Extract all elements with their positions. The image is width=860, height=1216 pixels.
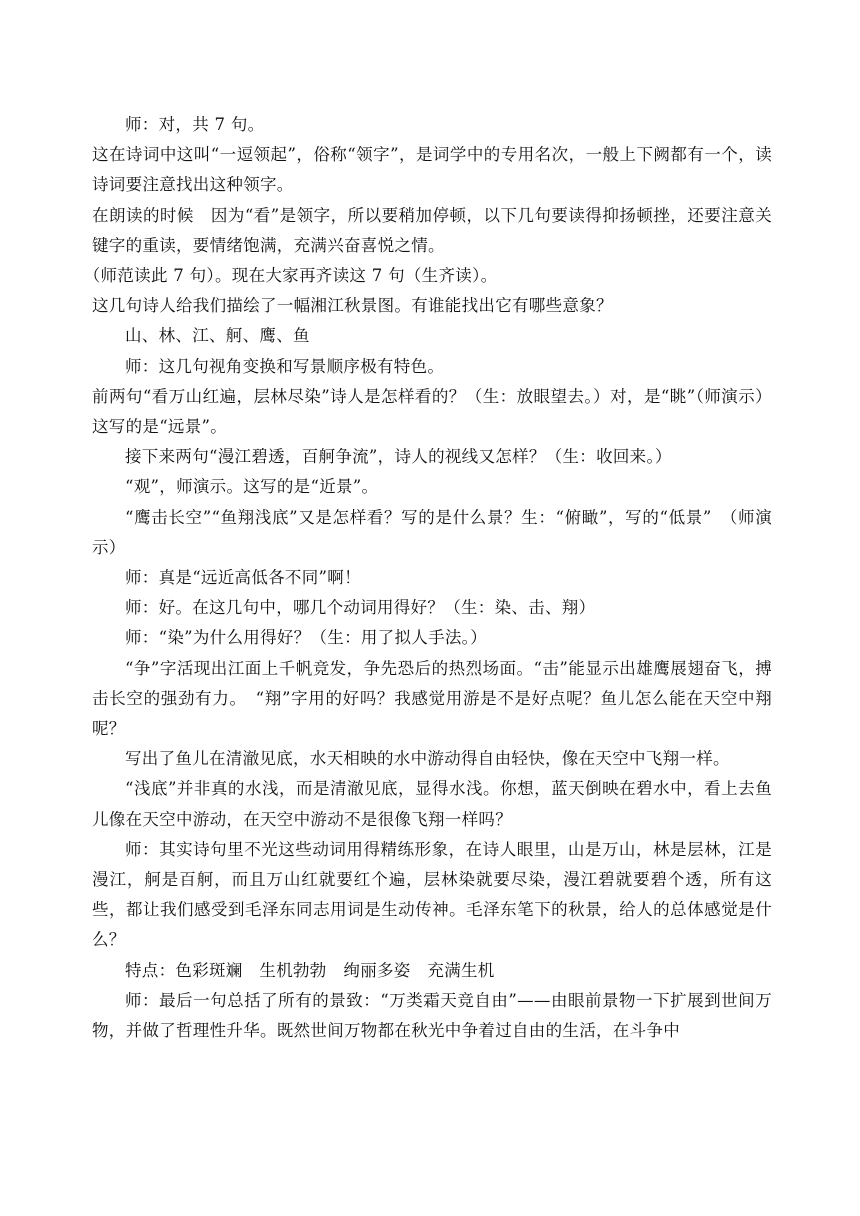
paragraph: 师：对，共 7 句。 [125,115,265,134]
paragraph: 在朗读的时候 因为“看”是领字，所以要稍加停顿，以下几句要读得抑扬顿挫，还要注意关键字的重读，要情绪饱满，充满兴奋喜悦之情。 [92,205,772,255]
paragraph: “鹰击长空”“鱼翔浅底”又是怎样看？写的是什么景？生：“俯瞰”，写的“低景” （师演示） [92,507,772,557]
document-body [83,110,772,1046]
paragraph: 师：好。在这几句中，哪几个动词用得好？（生：染、击、翔） [125,598,596,618]
paragraph: 写出了鱼儿在清澈见底，水天相映的水中游动得自由轻快，像在天空中飞翔一样。 [125,749,730,769]
paragraph: “观”，师演示。这写的是“近景”。 [125,477,379,497]
paragraph: 山、林、江、舸、鹰、鱼 [125,326,310,346]
paragraph: “浅底”并非真的水浅，而是清澈见底，显得水浅。你想，蓝天倒映在碧水中，看上去鱼儿像在天空中游动，在天空中游动不是很像飞翔一样吗？ [92,779,772,829]
paragraph: “争”字活现出江面上千帆竞发，争先恐后的热烈场面。“击”能显示出雄鹰展翅奋飞，搏击长空的强劲有力。 “翔”字用的好吗？我感觉用游是不是好点呢？鱼儿怎么能在天空中翔呢？ [92,658,772,739]
paragraph: 前两句“看万山红遍，层林尽染”诗人是怎样看的？（生：放眼望去。）对，是“眺”（师演示）这写的是“远景”。 [92,386,772,437]
paragraph: 师：“染”为什么用得好？（生：用了拟人手法。） [125,628,488,648]
paragraph: 师：真是“远近高低各不同”啊！ [125,568,361,588]
paragraph: 师：最后一句总括了所有的景致：“万类霜天竞自由”——由眼前景物一下扩展到世间万物，并做了哲理性升华。既然世间万物都在秋光中争着过自由的生活，在斗争中 [92,990,772,1041]
paragraph: 特点：色彩斑斓 生机勃勃 绚丽多姿 充满生机 [125,960,495,980]
paragraph: 接下来两句“漫江碧透，百舸争流”，诗人的视线又怎样？（生：收回来。） [125,447,672,467]
paragraph: 这在诗词中这叫“一逗领起”，俗称“领字”，是词学中的专用名次，一般上下阙都有一个，读诗词要注意找出这种领字。 [92,145,772,195]
paragraph: 这几句诗人给我们描绘了一幅湘江秋景图。有谁能找出它有哪些意象？ [92,296,613,316]
paragraph: 师：其实诗句里不光这些动词用得精练形象，在诗人眼里，山是万山，林是层林，江是漫江，舸是百舸，而且万山红就要红个遍，层林染就要尽染，漫江碧就要碧个透，所有这些，都让我们感受到毛泽东同志用词是生动传神。毛泽东笔下的秋景，给人的总体感觉是什么？ [92,839,772,950]
paragraph: 师：这几句视角变换和写景顺序极有特色。 [125,356,445,376]
paragraph: （师范读此 7 句）。现在大家再齐读这 7 句（生齐读）。 [83,266,498,286]
